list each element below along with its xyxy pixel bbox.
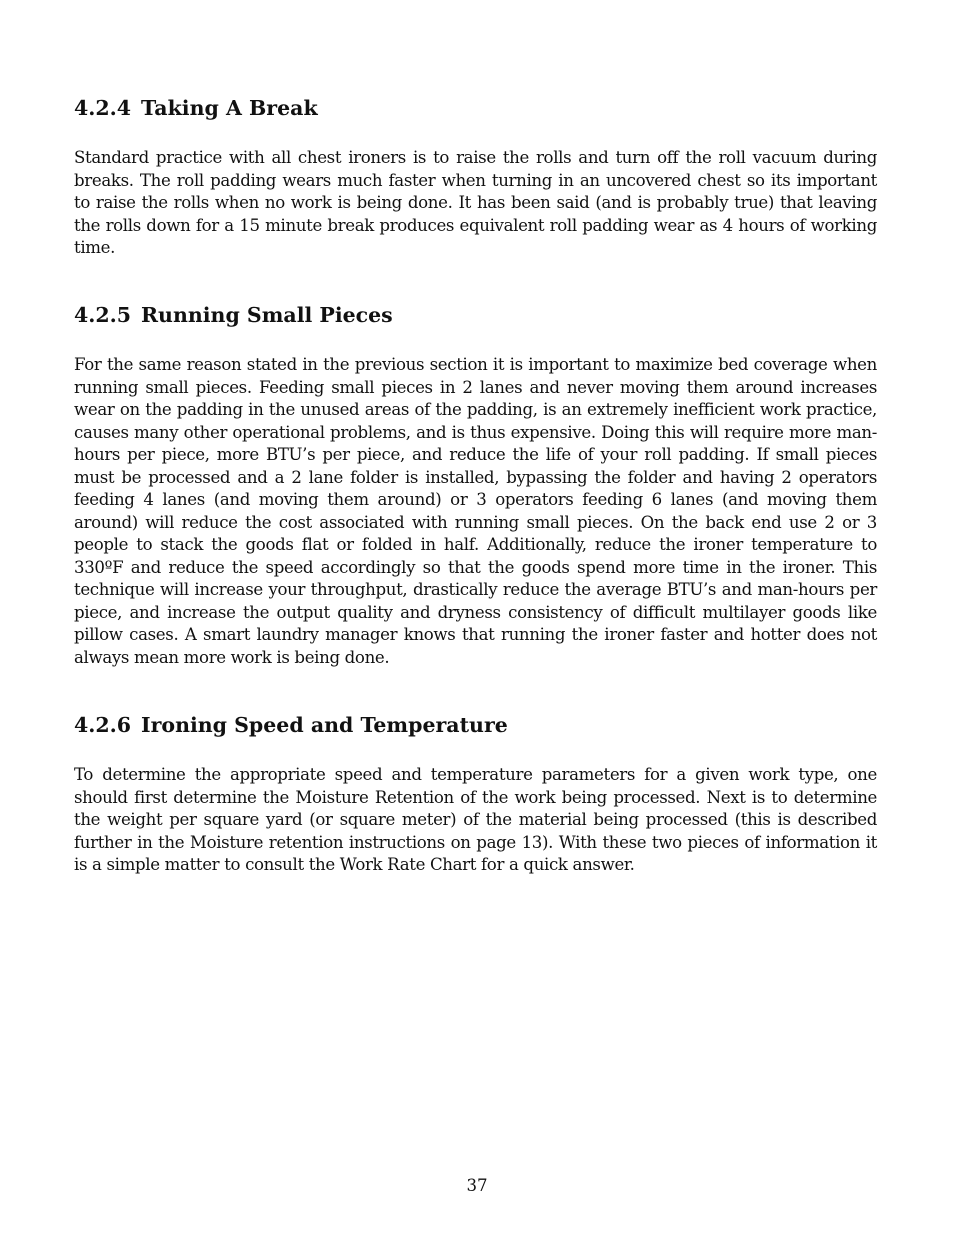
section-heading <box>74 302 877 328</box>
section-number: 4.2.6 <box>74 713 132 737</box>
section-4-2-6 <box>74 712 877 877</box>
section-body: For the same reason stated in the previous section it is important to maximize bed coverage when running small pieces. Feeding small pieces in 2 lanes and never moving them around increases wear on the padding in the unused areas of the padding, is an extremely inefficient work practice, causes many other operational problems, and is thus expensive. Doing this will require more man-hours per piece, more BTU’s per piece, and reduce the life of your roll padding. If small pieces must be processed and a 2 lane folder is installed, bypassing the folder and having 2 operators feeding 4 lanes (and moving them around) or 3 operators feeding 6 lanes (and moving them around) will reduce the cost associated with running small pieces. On the back end use 2 or 3 people to stack the goods flat or folded in half. Additionally, reduce the ironer temperature to 330ºF and reduce the speed accordingly so that the goods spend more time in the ironer. This technique will increase your throughput, drastically reduce the average BTU’s and man-hours per piece, and increase the output quality and dryness consistency of difficult multilayer goods like pillow cases. A smart laundry manager knows that running the ironer faster and hotter does not always mean more work is being done. <box>74 355 877 667</box>
section-title: Ironing Speed and Temperature <box>141 713 508 737</box>
section-body: To determine the appropriate speed and temperature parameters for a given work type, one should first determine the Moisture Retention of the work being processed. Next is to determine the weight per square yard (or square meter) of the material being processed (this is described further in the Moisture retention instructions on page 13). With these two pieces of information it is a simple matter to consult the Work Rate Chart for a quick answer. <box>74 765 877 874</box>
section-number: 4.2.4 <box>74 96 132 120</box>
section-4-2-4 <box>74 95 877 260</box>
section-title: Running Small Pieces <box>141 303 393 327</box>
section-heading <box>74 712 877 738</box>
section-4-2-5 <box>74 302 877 669</box>
section-title: Taking A Break <box>141 96 318 120</box>
section-body: Standard practice with all chest ironers is to raise the rolls and turn off the roll vacuum during breaks. The roll padding wears much faster when turning in an uncovered chest so its important to raise the rolls when no work is being done. It has been said (and is probably true) that leaving the rolls down for a 15 minute break produces equivalent roll padding wear as 4 hours of working time. <box>74 148 877 257</box>
page-number: 37 <box>466 1176 488 1195</box>
section-number: 4.2.5 <box>74 303 132 327</box>
section-heading <box>74 95 877 121</box>
